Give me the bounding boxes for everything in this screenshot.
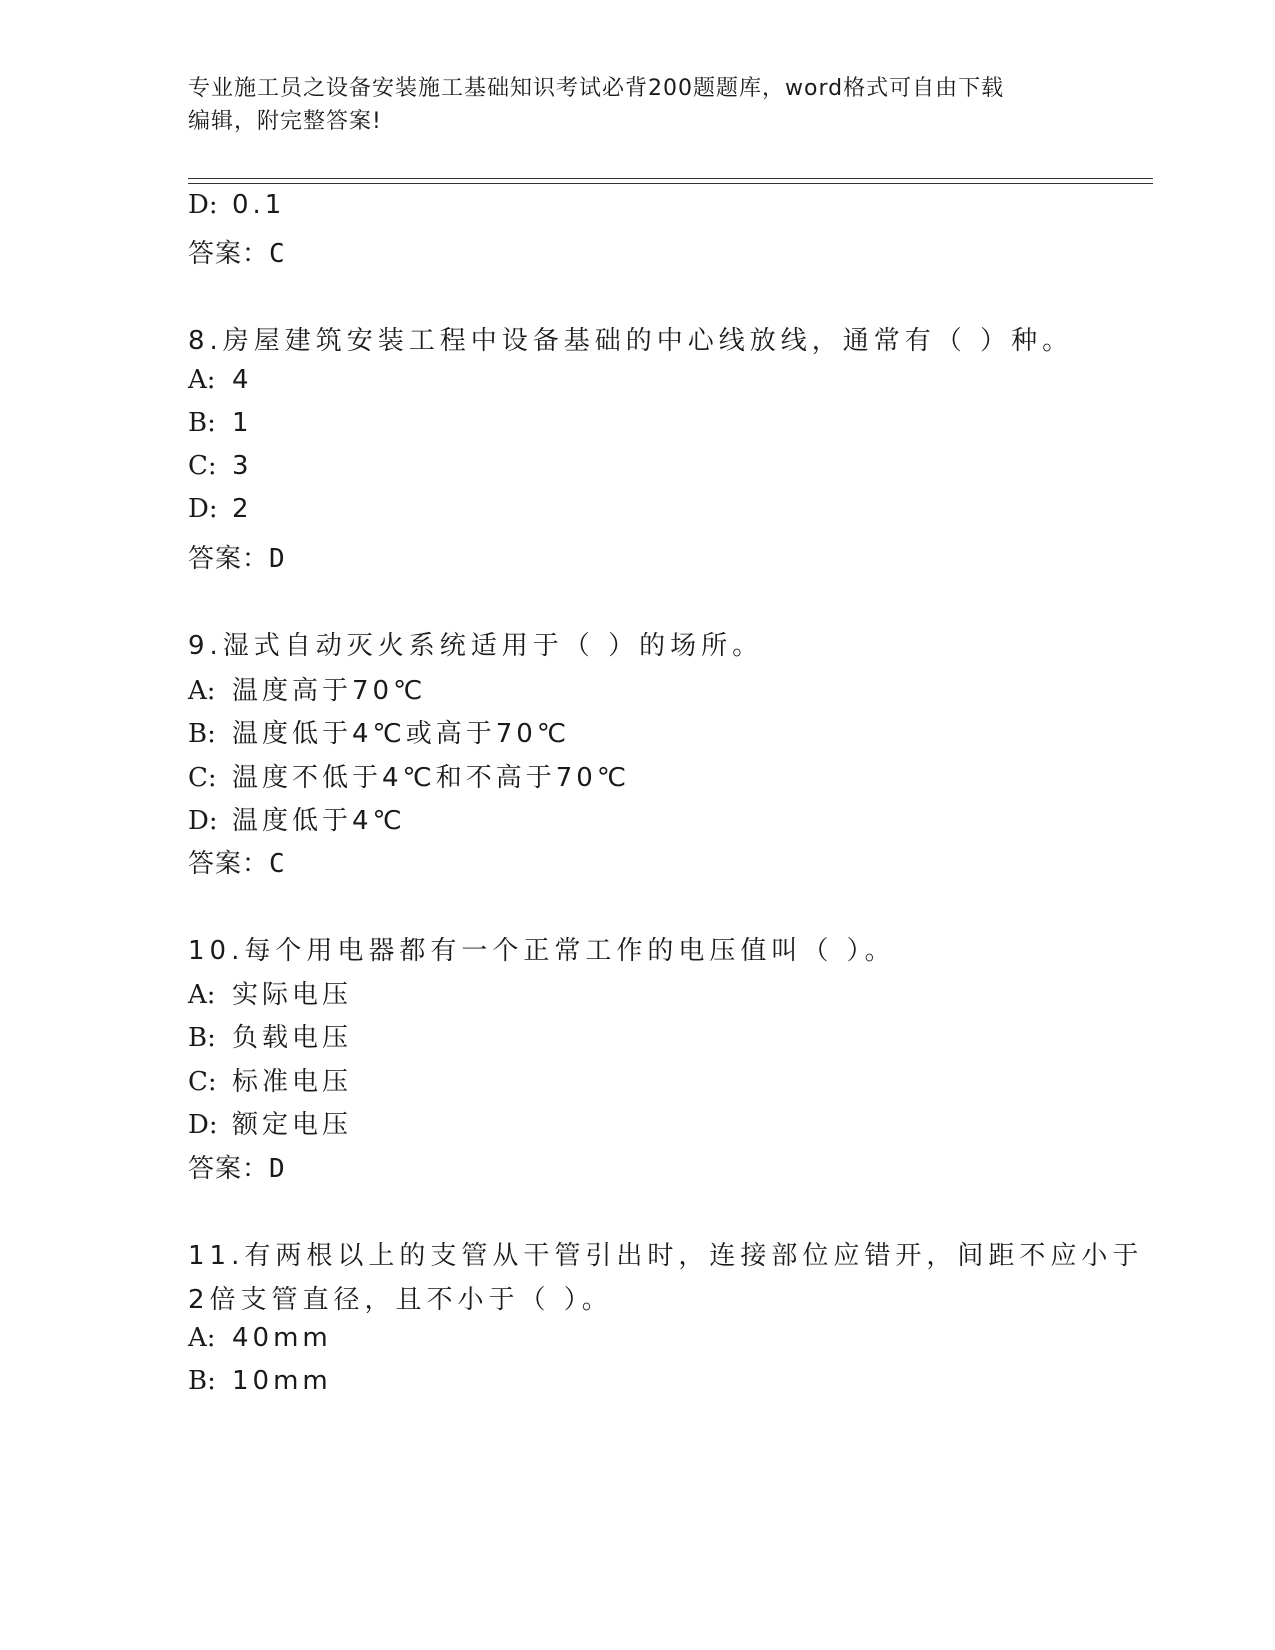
option-value: 温度低于4℃ <box>232 806 406 836</box>
option-key: D: <box>188 1110 218 1140</box>
option-key: B: <box>188 719 216 749</box>
option-c <box>188 1061 352 1098</box>
option-key: A: <box>188 365 216 395</box>
question-text: 10.每个用电器都有一个正常工作的电压值叫（ ）。 <box>188 936 896 966</box>
option-key: A: <box>188 676 216 706</box>
option-b <box>188 408 253 438</box>
header-line-1: 专业施工员之设备安装施工基础知识考试必背200题题库，word格式可自由下载 <box>188 76 1005 101</box>
option-value: 标准电压 <box>232 1067 353 1097</box>
option-value: 实际电压 <box>232 980 353 1010</box>
answer-value: D <box>269 1154 286 1184</box>
header-line-2: 编辑，附完整答案! <box>188 109 382 134</box>
answer <box>188 1148 286 1185</box>
header-divider-bottom <box>188 183 1153 184</box>
option-value: 温度低于4℃或高于70℃ <box>232 719 571 749</box>
option-key: D: <box>188 806 218 836</box>
option-key: A: <box>188 980 216 1010</box>
option-key: B: <box>188 408 216 438</box>
header-divider-top <box>188 178 1153 179</box>
option-value: 额定电压 <box>232 1110 353 1140</box>
option-b <box>188 1017 352 1054</box>
question-text: 8.房屋建筑安装工程中设备基础的中心线放线，通常有（ ）种。 <box>188 326 1074 356</box>
question-text: 9.湿式自动灭火系统适用于（ ）的场所。 <box>188 631 764 661</box>
option-key: B: <box>188 1366 216 1396</box>
document-header <box>188 72 1088 138</box>
option-key: B: <box>188 1023 216 1053</box>
option-value: 10mm <box>232 1366 332 1396</box>
answer-value: D <box>269 544 286 574</box>
option-a <box>188 1323 332 1353</box>
answer <box>188 538 286 575</box>
option-value: 温度高于70℃ <box>232 676 427 706</box>
option-a <box>188 365 253 395</box>
answer-label: 答案： <box>188 544 270 574</box>
option-key: C: <box>188 451 217 481</box>
option-key: D: <box>188 494 218 524</box>
answer-value: C <box>269 239 286 269</box>
option-value: 温度不低于4℃和不高于70℃ <box>232 763 631 793</box>
prev-option-d <box>188 190 285 220</box>
option-d <box>188 800 406 837</box>
option-d <box>188 1104 352 1141</box>
option-value: 2 <box>232 494 253 524</box>
option-value: 1 <box>232 408 253 438</box>
option-value: 40mm <box>232 1323 332 1353</box>
option-value: 4 <box>232 365 253 395</box>
question-text-line-1: 11.有两根以上的支管从干管引出时，连接部位应错开，间距不应小于 <box>188 1241 1144 1271</box>
question-text-line-2: 2倍支管直径，且不小于（ ）。 <box>188 1285 613 1315</box>
prev-answer <box>188 233 286 270</box>
answer-label: 答案： <box>188 849 270 879</box>
option-key: C: <box>188 763 217 793</box>
option-value: 3 <box>232 451 253 481</box>
answer-label: 答案： <box>188 239 270 269</box>
answer <box>188 843 286 880</box>
option-key: D: <box>188 190 218 220</box>
option-c <box>188 451 253 481</box>
option-value: 负载电压 <box>232 1023 353 1053</box>
option-d <box>188 494 253 524</box>
option-key: A: <box>188 1323 216 1353</box>
option-b <box>188 713 570 750</box>
option-a <box>188 974 352 1011</box>
option-a <box>188 670 426 707</box>
answer-value: C <box>269 849 286 879</box>
option-b <box>188 1366 332 1396</box>
option-key: C: <box>188 1067 217 1097</box>
option-value: 0.1 <box>232 190 286 220</box>
option-c <box>188 757 630 794</box>
answer-label: 答案： <box>188 1154 270 1184</box>
